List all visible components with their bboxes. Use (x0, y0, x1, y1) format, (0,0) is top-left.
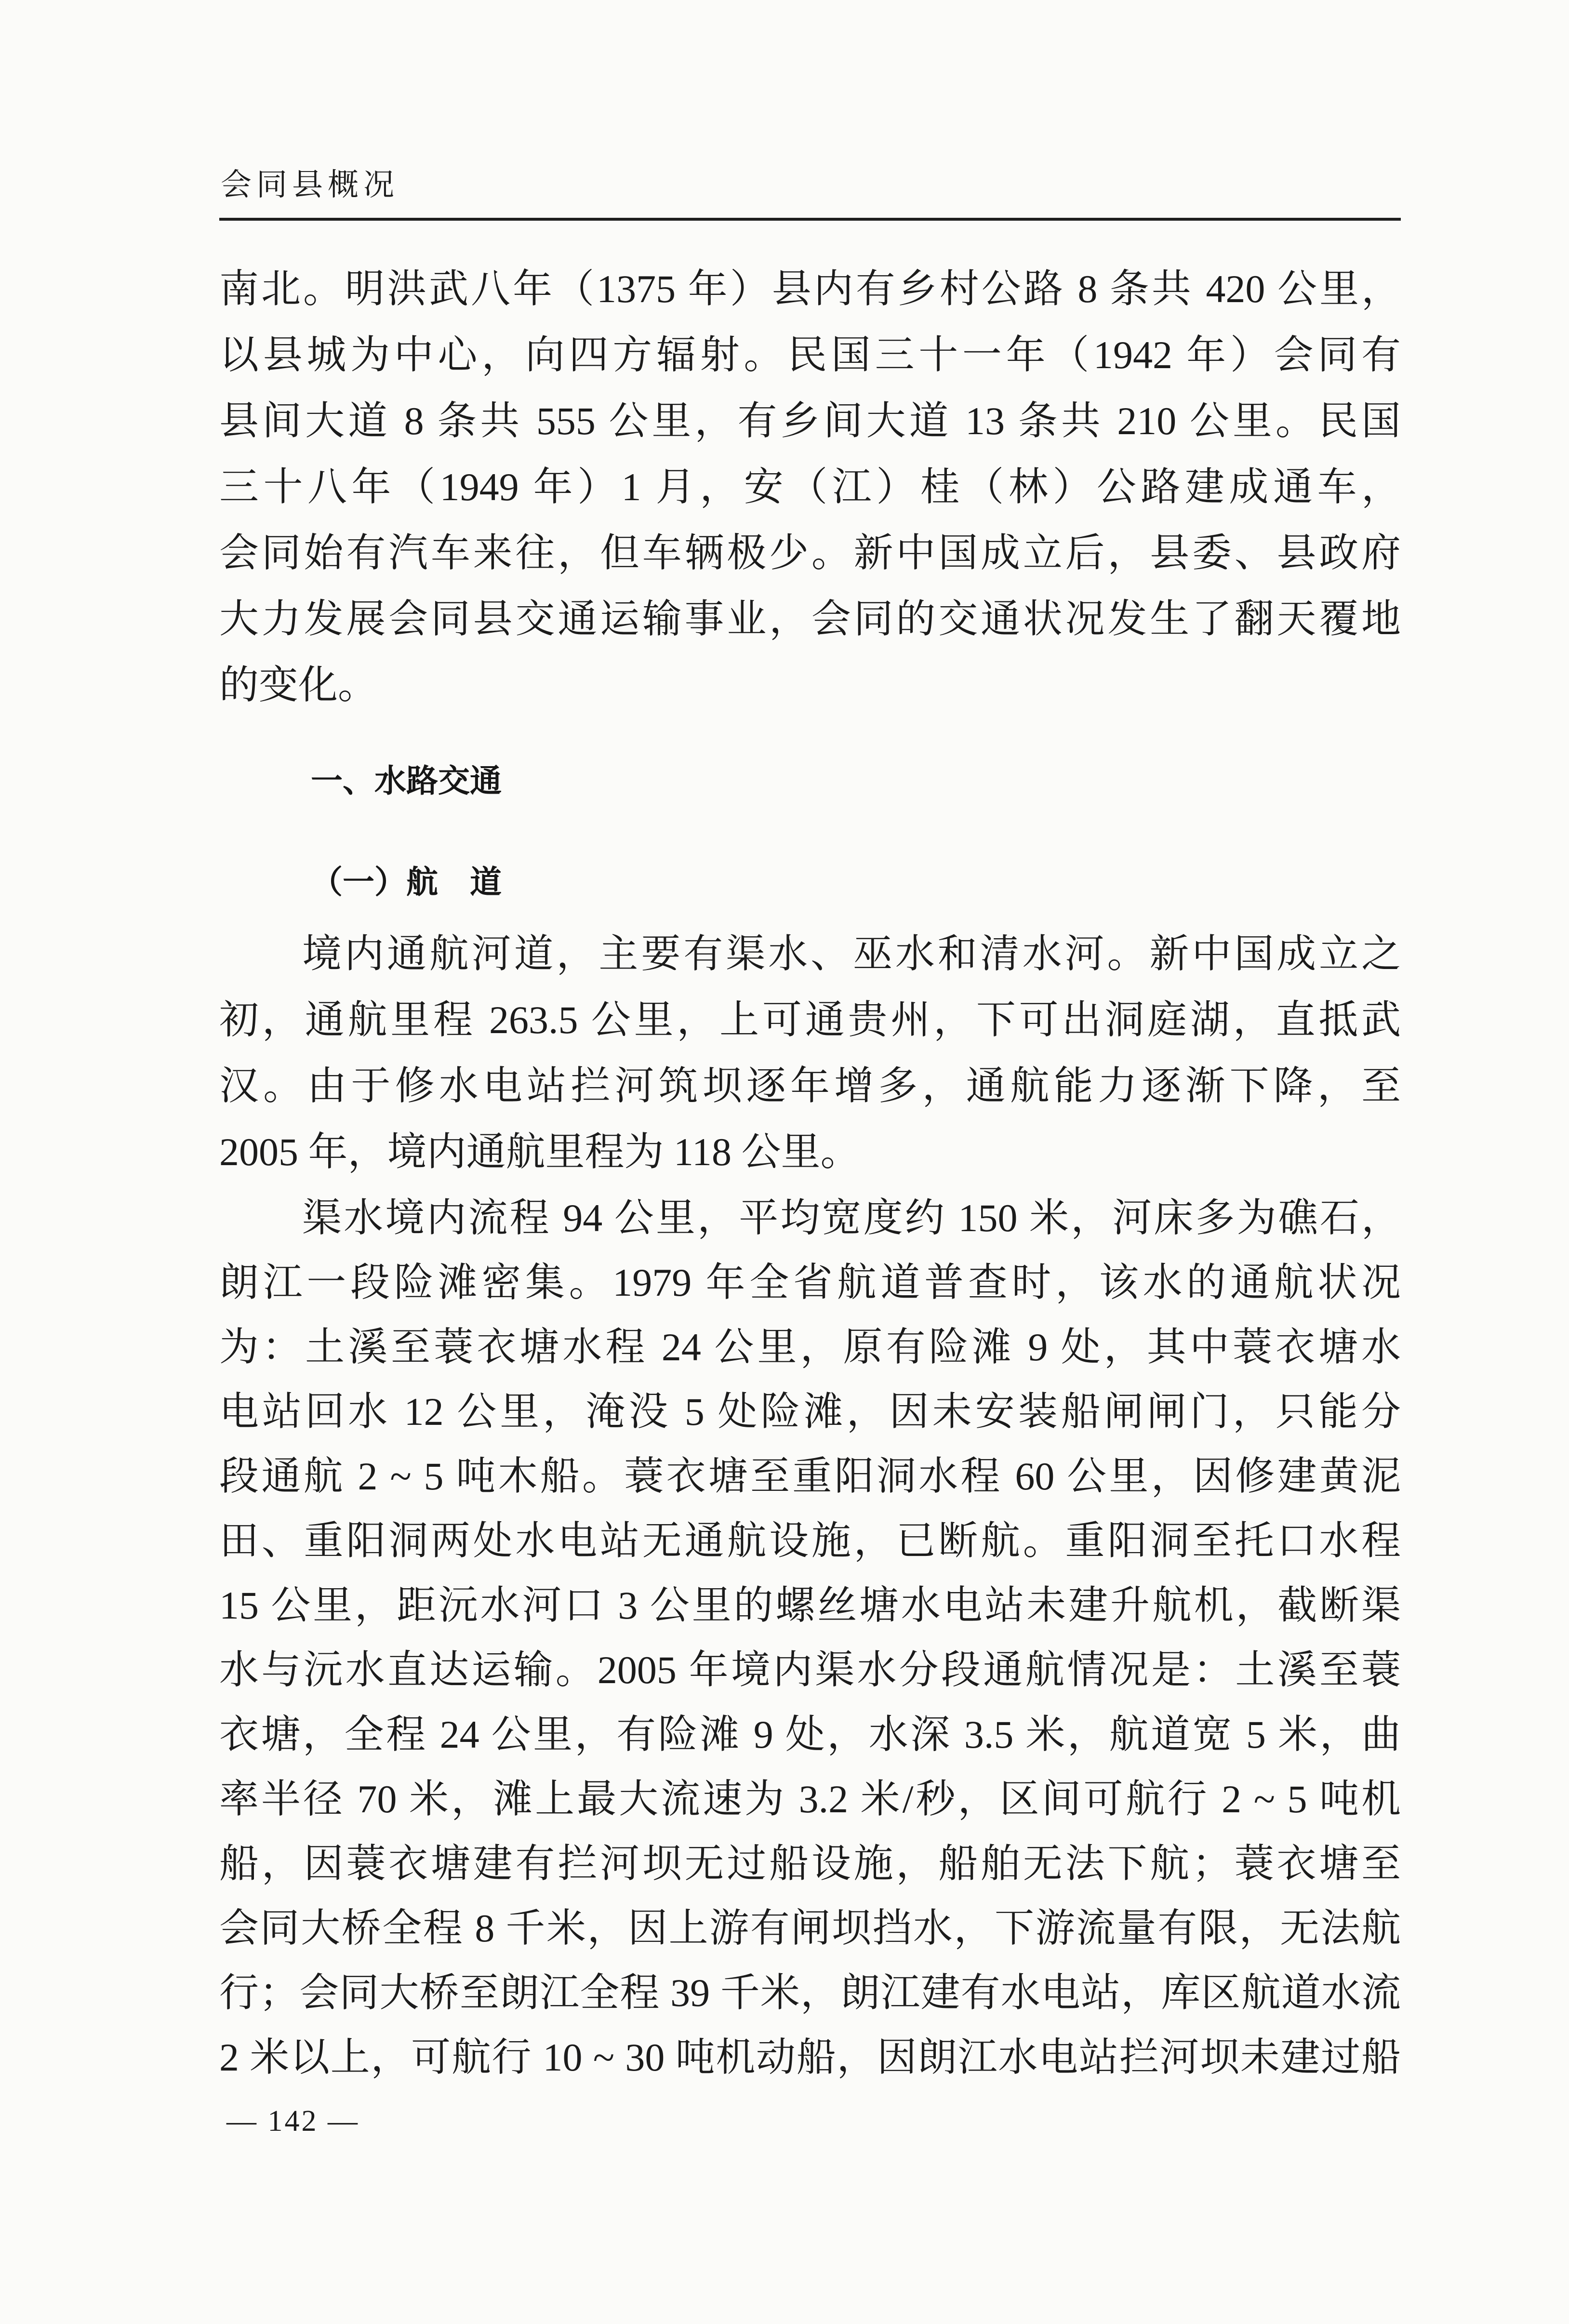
text-line: 田、重阳洞两处水电站无通航设施，已断航。重阳洞至托口水程 (219, 1519, 1401, 1563)
text-line: 的变化。 (219, 663, 378, 707)
text-line: 境内通航河道，主要有渠水、巫水和清水河。新中国成立之 (302, 932, 1401, 976)
page-number: — 142 — (226, 2105, 359, 2138)
text-line: 县间大道 8 条共 555 公里，有乡间大道 13 条共 210 公里。民国 (219, 399, 1401, 443)
text-line: 电站回水 12 公里，淹没 5 处险滩，因未安装船闸闸门，只能分 (219, 1390, 1401, 1434)
text-line: 朗江一段险滩密集。1979 年全省航道普查时，该水的通航状况 (219, 1261, 1401, 1304)
paragraph-navigable-rivers (219, 921, 1401, 1185)
paragraph-continuation (219, 256, 1401, 718)
text-line: 以县城为中心，向四方辐射。民国三十一年（1942 年）会同有 (219, 333, 1401, 377)
text-line: 会同大桥全程 8 千米，因上游有闸坝挡水，下游流量有限，无法航 (219, 1906, 1401, 1950)
header-rule (219, 218, 1401, 221)
text-line: 为：土溪至蓑衣塘水程 24 公里，原有险滩 9 处，其中蓑衣塘水 (219, 1325, 1401, 1369)
text-line: 2005 年，境内通航里程为 118 公里。 (219, 1130, 860, 1174)
text-line: 初，通航里程 263.5 公里，上可通贵州，下可出洞庭湖，直抵武 (219, 998, 1401, 1042)
text-line: 大力发展会同县交通运输事业，会同的交通状况发生了翻天覆地 (219, 597, 1401, 641)
paragraph-qushui-river (219, 1186, 1401, 2090)
text-line: 15 公里，距沅水河口 3 公里的螺丝塘水电站未建升航机，截断渠 (219, 1583, 1401, 1627)
text-line: 汉。由于修水电站拦河筑坝逐年增多，通航能力逐渐下降，至 (219, 1064, 1401, 1108)
text-line: 渠水境内流程 94 公里，平均宽度约 150 米，河床多为礁石， (302, 1196, 1401, 1240)
text-line: 率半径 70 米，滩上最大流速为 3.2 米/秒，区间可航行 2 ~ 5 吨机 (219, 1777, 1401, 1821)
text-line: 段通航 2 ~ 5 吨木船。蓑衣塘至重阳洞水程 60 公里，因修建黄泥 (219, 1454, 1401, 1498)
text-line: 衣塘，全程 24 公里，有险滩 9 处，水深 3.5 米，航道宽 5 米，曲 (219, 1713, 1401, 1756)
text-line: 水与沅水直达运输。2005 年境内渠水分段通航情况是：土溪至蓑 (219, 1648, 1401, 1692)
text-line: 2 米以上，可航行 10 ~ 30 吨机动船，因朗江水电站拦河坝未建过船 (219, 2035, 1401, 2079)
text-line: 南北。明洪武八年（1375 年）县内有乡村公路 8 条共 420 公里， (219, 267, 1401, 311)
text-line: 行；会同大桥至朗江全程 39 千米，朗江建有水电站，库区航道水流 (219, 1971, 1401, 2015)
running-header-title: 会同县概况 (221, 168, 399, 202)
text-line: 会同始有汽车来往，但车辆极少。新中国成立后，县委、县政府 (219, 531, 1401, 575)
subsection-heading-channel: （一）航 道 (311, 865, 502, 900)
text-line: 三十八年（1949 年）1 月，安（江）桂（林）公路建成通车， (219, 465, 1401, 509)
section-heading-water-transport: 一、水路交通 (311, 764, 502, 799)
text-line: 船，因蓑衣塘建有拦河坝无过船设施，船舶无法下航；蓑衣塘至 (219, 1842, 1401, 1886)
